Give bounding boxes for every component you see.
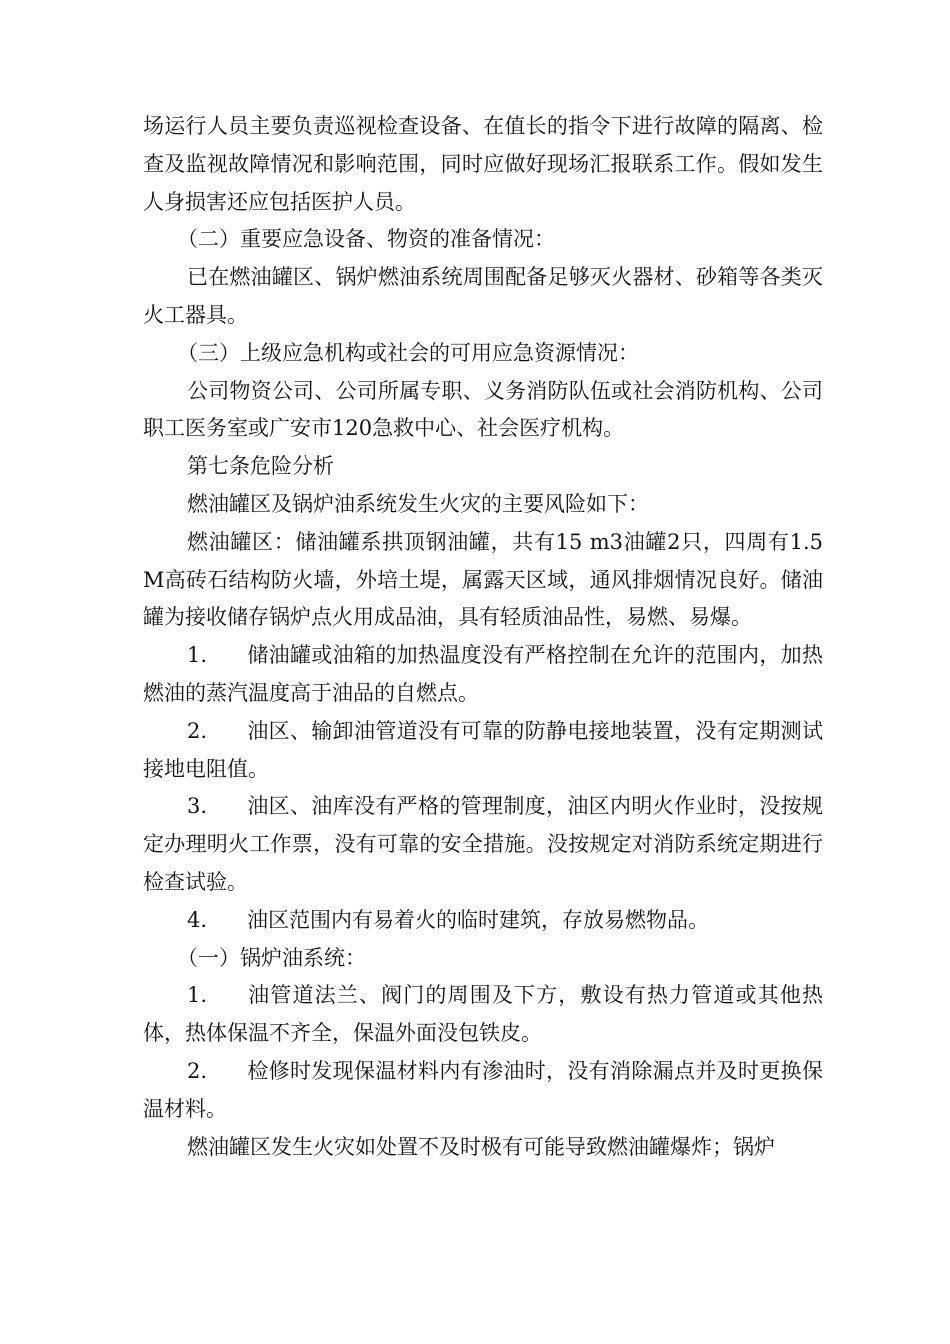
document-page — [143, 108, 823, 1166]
list-item-text: 油管道法兰、阀门的周围及下方，敷设有热力管道或其他热体，热体保温不齐全，保温外面没包铁皮。 — [143, 983, 823, 1046]
list-item — [143, 637, 823, 713]
paragraph-fire-equipment: 已在燃油罐区、锅炉燃油系统周围配备足够灭火器材、砂箱等各类灭火工器具。 — [143, 265, 823, 327]
paragraph-tank-area: 燃油罐区：储油罐系拱顶钢油罐，共有15 m3油罐2只，四周有1.5M高砖石结构防火墙，外培土堤，属露天区域，通风排烟情况良好。储油罐为接收储存锅炉点火用成品油，具有轻质油品性，易燃、易爆。 — [143, 529, 823, 630]
list-item — [143, 902, 823, 940]
list-item-number: 3. — [187, 794, 208, 819]
paragraph-consequences: 燃油罐区发生火灾如处置不及时极有可能导致燃油罐爆炸；锅炉 — [187, 1134, 775, 1159]
list-item-number: 1. — [187, 643, 208, 668]
heading-boiler-oil-system: （一）锅炉油系统： — [177, 945, 366, 970]
list-item-text: 检修时发现保温材料内有渗油时，没有消除漏点并及时更换保温材料。 — [143, 1058, 823, 1121]
list-item-text: 油区、油库没有严格的管理制度，油区内明火作业时，没按规定办理明火工作票，没有可靠的安全措施。没按规定对消防系统定期进行检查试验。 — [143, 794, 823, 894]
heading-article-seven: 第七条危险分析 — [187, 454, 334, 479]
heading-emergency-equipment: （二）重要应急设备、物资的准备情况： — [177, 227, 555, 252]
list-item — [143, 977, 823, 1053]
list-item-text: 储油罐或油箱的加热温度没有严格控制在允许的范围内，加热燃油的蒸汽温度高于油品的自燃点。 — [143, 643, 823, 705]
list-item-number: 2. — [187, 718, 208, 743]
list-item-text: 油区、输卸油管道没有可靠的防静电接地装置，没有定期测试接地电阻值。 — [143, 718, 823, 781]
list-item — [143, 1053, 823, 1129]
paragraph-main-risks: 燃油罐区及锅炉油系统发生火灾的主要风险如下： — [187, 491, 649, 516]
list-item — [143, 788, 823, 901]
paragraph-personnel-duties: 场运行人员主要负责巡视检查设备、在值长的指令下进行故障的隔离、检查及监视故障情况和影响范围，同时应做好现场汇报联系工作。假如发生人身损害还应包括医护人员。 — [143, 114, 823, 214]
list-item — [143, 713, 823, 789]
paragraph-external-resources: 公司物资公司、公司所属专职、义务消防队伍或社会消防机构、公司职工医务室或广安市120急救中心、社会医疗机构。 — [143, 378, 823, 441]
list-item-number: 4. — [187, 907, 208, 932]
list-item-text: 油区范围内有易着火的临时建筑，存放易燃物品。 — [247, 907, 709, 932]
heading-external-resources: （三）上级应急机构或社会的可用应急资源情况： — [177, 340, 639, 365]
list-item-number: 1. — [187, 983, 208, 1008]
list-item-number: 2. — [187, 1058, 208, 1083]
